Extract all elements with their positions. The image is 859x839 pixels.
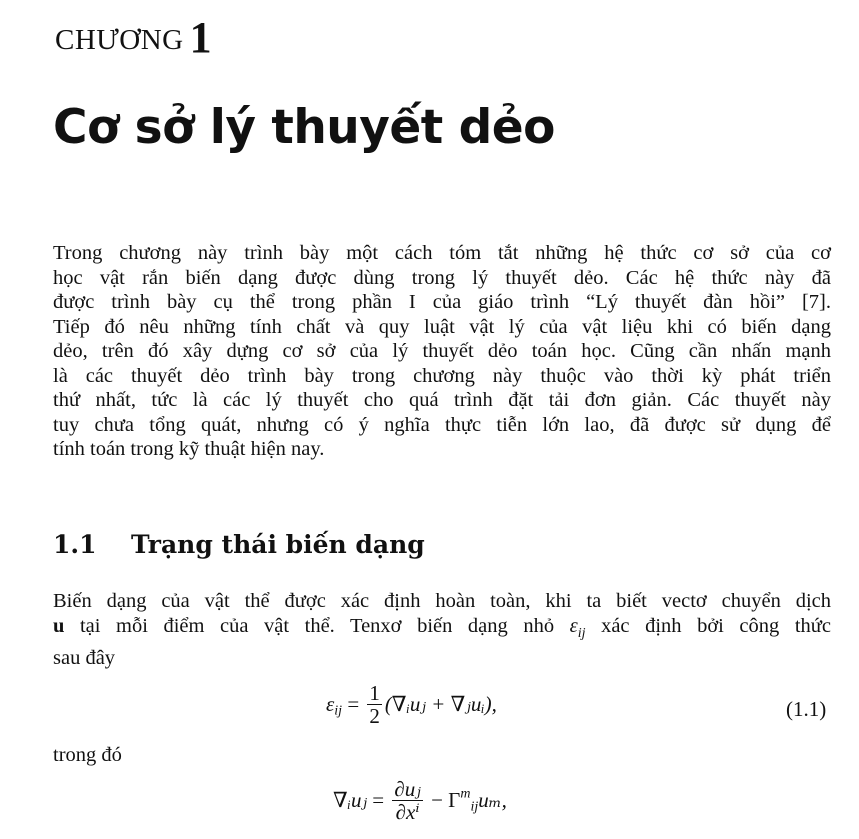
intro-line: dẻo, trên đó xây dựng cơ sở của lý thuyết dẻo toán học. Cũng cần nhấn mạnh: [53, 340, 831, 362]
eq2-numerator: ∂uⱼ: [394, 777, 421, 801]
intro-line: tuy chưa tổng quát, nhưng có ý nghĩa thực tiễn lớn lao, đã được sử dụng để: [53, 413, 831, 436]
section-line: Biến dạng của vật thể được xác định hoàn toàn, khi ta biết vectơ chuyển dịch: [53, 590, 831, 612]
section-number: 1.1: [53, 530, 97, 559]
eq2-equals: =: [367, 788, 390, 812]
chapter-title: Cơ sở lý thuyết dẻo: [53, 100, 555, 155]
eq1-denominator: 2: [369, 704, 380, 728]
intro-line: được trình bày cụ thể trong phần I của giáo trình “Lý thuyết đàn hồi” [7].: [53, 291, 831, 313]
section-line-text: tại mỗi điểm của vật thể. Tenxơ biến dạng nhỏ: [64, 614, 570, 637]
eq1-numerator: 1: [369, 681, 380, 705]
section-line: [53, 614, 831, 647]
chapter-number: 1: [189, 13, 213, 62]
eq2-subscript: ij: [470, 799, 479, 815]
strain-subscript: ij: [577, 625, 586, 641]
trong-do-text: trong đó: [53, 744, 122, 766]
intro-paragraph: [53, 241, 831, 462]
intro-line: Trong chương này trình bày một cách tóm tắt những hệ thức cơ sở của cơ: [53, 242, 831, 264]
eq1-lhs: ε: [326, 692, 335, 716]
eq2-denominator: ∂xⁱ: [395, 800, 420, 824]
eq1-lhs-subscript: ij: [334, 703, 343, 719]
eq2-superscript: m: [460, 786, 471, 802]
equation-covariant-derivative: [333, 778, 507, 834]
chapter-label: [55, 12, 212, 63]
section-title: Trạng thái biến dạng: [131, 530, 425, 559]
section-line-text: xác định bởi công thức: [585, 614, 831, 637]
intro-line: Tiếp đó nêu những tính chất và quy luật vật lý của vật liệu khi có biến dạng: [53, 315, 831, 338]
intro-line: tính toán trong kỹ thuật hiện nay.: [53, 438, 325, 460]
intro-line: thứ nhất, tức là các lý thuyết cho quá trình đặt tải đơn giản. Các thuyết này: [53, 389, 831, 411]
eq2-fraction: [392, 778, 422, 823]
eq1-fraction: [367, 682, 382, 727]
section-line: sau đây: [53, 647, 116, 670]
section-heading: [53, 530, 425, 559]
eq2-christoffel: − Γ: [425, 788, 461, 812]
eq2-rhs-end: uₘ,: [478, 788, 507, 812]
section-paragraph: [53, 589, 831, 671]
strain-symbol: ε: [569, 614, 578, 637]
eq2-lhs: ∇ᵢuⱼ: [333, 788, 368, 812]
eq1-equals: =: [342, 692, 365, 716]
intro-line: học vật rắn biến dạng được dùng trong lý thuyết dẻo. Các hệ thức này đã: [53, 266, 831, 289]
equation-1-1: [326, 682, 497, 738]
vector-u: u: [53, 614, 65, 637]
eq1-rhs: (∇ᵢuⱼ + ∇ⱼuᵢ),: [384, 692, 497, 716]
chapter-word: CHƯƠNG: [55, 24, 184, 56]
equation-number: (1.1): [786, 697, 827, 721]
intro-line: là các thuyết dẻo trình bày trong chương này thuộc vào thời kỳ phát triển: [53, 364, 831, 387]
